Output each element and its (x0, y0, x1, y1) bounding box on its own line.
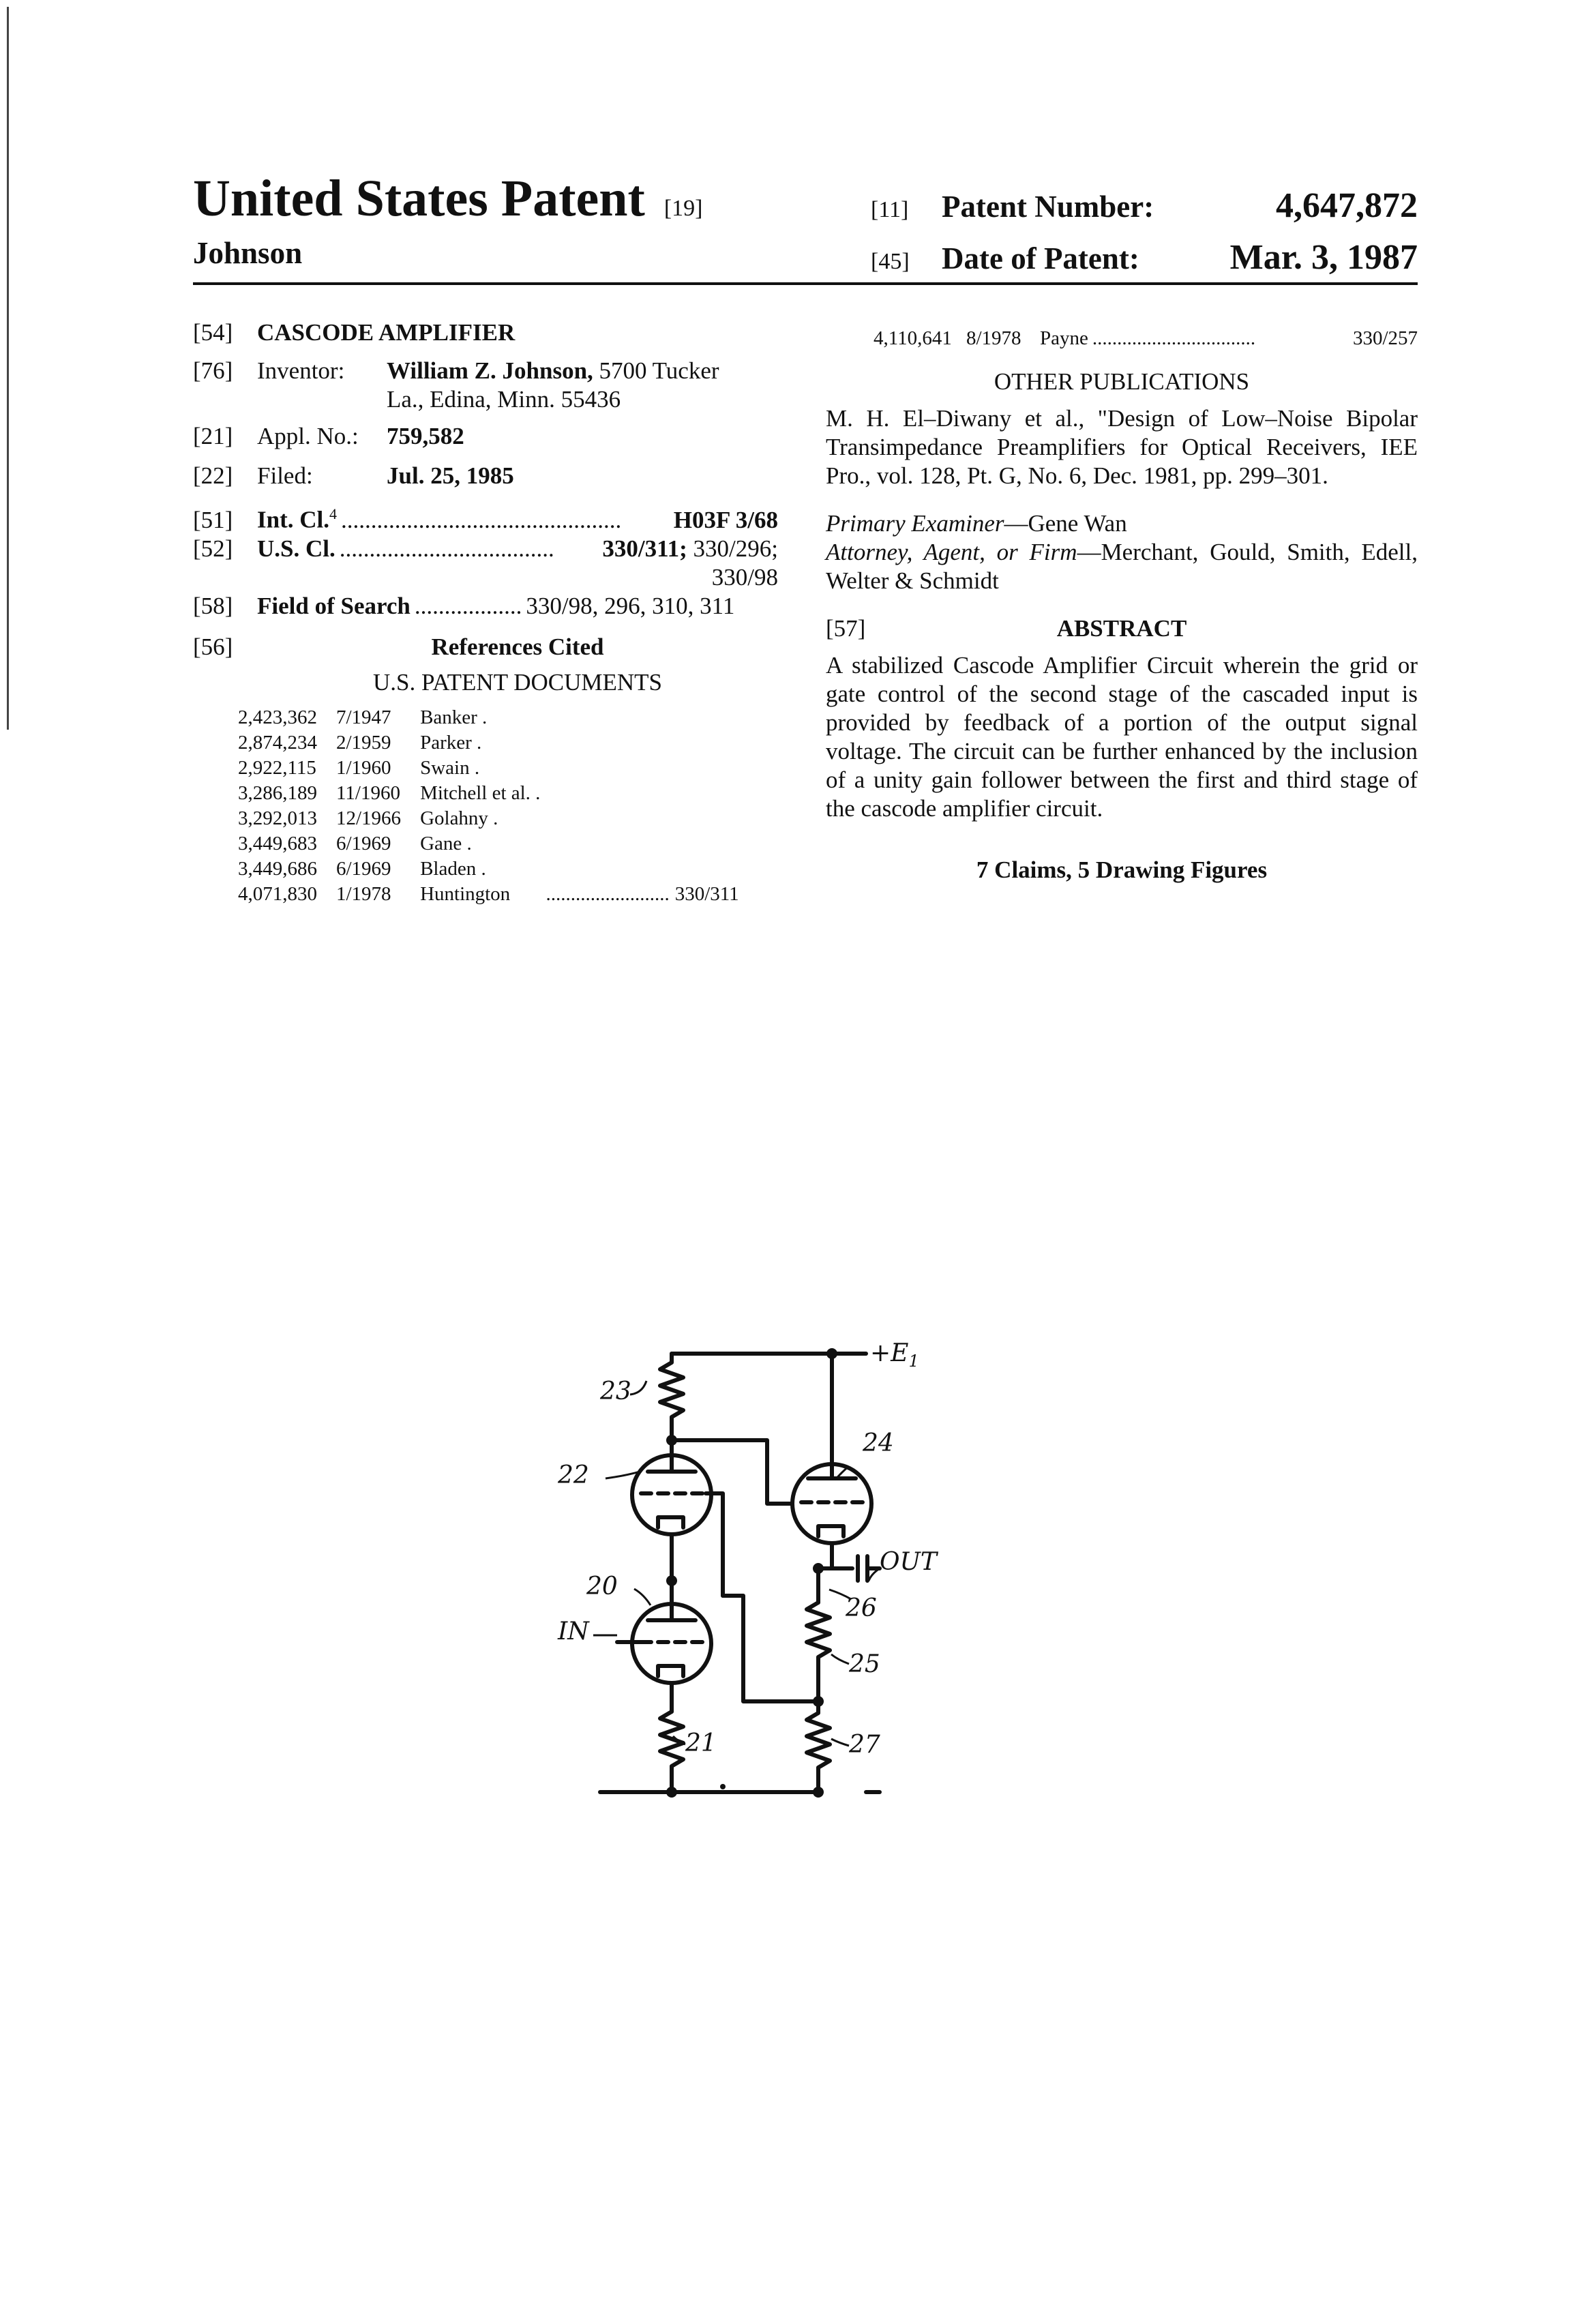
reference-name: Swain . (420, 756, 480, 779)
reference-number: 3,449,686 (238, 857, 317, 880)
other-publications-text: M. H. El–Diwany et al., "Design of Low–Noise Bipolar Transimpedance Preamplifiers for Optical Receivers, IEE Pro., vol. 128, Pt. G, No. 6, Dec. 1981, pp. 299–301. (826, 405, 1418, 489)
reference-name: Gane . (420, 832, 472, 854)
invention-title: CASCODE AMPLIFIER (257, 319, 516, 346)
abstract-heading-row: [57] ABSTRACT (826, 614, 1418, 643)
patent-number: 4,647,872 (1276, 186, 1418, 225)
label-23: 23 (600, 1377, 631, 1405)
reference-number: 4,071,830 (238, 882, 317, 905)
references-cited-field: [56] References Cited (193, 633, 778, 661)
inventor-address: La., Edina, Minn. 55436 (387, 386, 621, 413)
us-cl-value: 330/311; (602, 535, 687, 562)
inventor-name: William Z. Johnson, (387, 357, 593, 384)
label-24: 24 (863, 1429, 894, 1457)
appl-no: 759,582 (387, 423, 464, 449)
output-label: OUT (880, 1548, 937, 1576)
patent-title: United States Patent [19] (193, 170, 703, 227)
label-22: 22 (558, 1461, 589, 1489)
reference-cls: 330/311 (674, 882, 739, 905)
patent-number-row: [11] Patent Number: 4,647,872 (871, 186, 1418, 225)
reference-number: 2,423,362 (238, 706, 317, 728)
patent-number-label: Patent Number: (942, 190, 1154, 224)
inventor-field: [76] Inventor: William Z. Johnson, 5700 Tucker La., Edina, Minn. 55436 (193, 357, 719, 413)
title-code: [19] (663, 196, 703, 221)
us-cl-field: [52] U.S. Cl. .................................... 330/311; 330/296; (193, 535, 778, 562)
input-label: IN (558, 1618, 589, 1645)
field-of-search-field: [58] Field of Search .................. 330/98, 296, 310, 311 (193, 592, 735, 619)
reference-number: 2,922,115 (238, 756, 316, 779)
reference-date: 7/1947 (336, 706, 391, 728)
label-20: 20 (586, 1573, 618, 1600)
inventor-surname: Johnson (193, 236, 303, 270)
reference-date: 12/1966 (336, 807, 402, 829)
label-27: 27 (849, 1731, 880, 1759)
reference-name: Parker . (420, 731, 482, 754)
label-25: 25 (849, 1650, 880, 1678)
supply-label: +E (870, 1339, 909, 1367)
primary-examiner: Primary Examiner—Gene Wan (826, 510, 1127, 537)
abstract-text: A stabilized Cascode Amplifier Circuit wherein the grid or gate control of the second stage of the cascaded input is provided by feedback of a portion of the output signal voltage. The circuit can be further enhanced by the inclusion of a unity gain follower between the first and third stage of the cascode amplifier circuit. (826, 652, 1418, 822)
abstract-heading: ABSTRACT (1056, 615, 1187, 642)
reference-number: 3,449,683 (238, 832, 317, 854)
date-of-patent-label: Date of Patent: (942, 241, 1139, 275)
reference-date: 6/1969 (336, 857, 391, 880)
claims-count: 7 Claims, 5 Drawing Figures (976, 856, 1268, 883)
appl-no-field: [21] Appl. No.: 759,582 (193, 423, 464, 449)
reference-name: Bladen . (420, 857, 486, 880)
int-cl-field: [51] Int. Cl.$^4$ ............................................... H03F 3/68 (193, 505, 778, 533)
reference-name: Golahny . (420, 807, 498, 829)
resistor-25 (807, 1603, 830, 1701)
filed-field: [22] Filed: Jul. 25, 1985 (193, 462, 514, 489)
reference-number: 2,874,234 (238, 731, 317, 754)
field-of-search-value: 330/98, 296, 310, 311 (526, 592, 735, 619)
reference-name: Mitchell et al. . (420, 781, 541, 804)
reference-number: 3,292,013 (238, 807, 317, 829)
ground-label: – (865, 1776, 877, 1804)
svg-text:+E1: $+E_1$ (870, 1339, 919, 1371)
us-patent-documents-heading: U.S. PATENT DOCUMENTS (373, 668, 662, 696)
date-of-patent-row: [45] Date of Patent: Mar. 3, 1987 (871, 238, 1418, 277)
other-publications-heading: OTHER PUBLICATIONS (994, 368, 1250, 395)
us-cl-continued: 330/98 (711, 563, 778, 591)
resistor-21 (660, 1712, 683, 1792)
resistor-27 (807, 1701, 830, 1792)
reference-date: 11/1960 (336, 781, 400, 804)
reference-date: 2/1959 (336, 731, 391, 754)
references-cited-heading: References Cited (431, 633, 604, 660)
date-of-patent: Mar. 3, 1987 (1229, 238, 1418, 277)
label-21: 21 (685, 1729, 717, 1757)
label-26: 26 (846, 1594, 877, 1622)
reference-dots: ......................... (546, 882, 670, 905)
reference-date: 1/1978 (336, 882, 391, 905)
reference-name: Banker . (420, 706, 488, 728)
int-cl-value: H03F 3/68 (673, 506, 778, 533)
reference-name: Huntington (420, 882, 511, 905)
attorney: Attorney, Agent, or Firm—Merchant, Gould, Smith, Edell, Welter & Schmidt (826, 539, 1418, 594)
continued-reference: 4,110,641 8/1978 Payne ................................. 330/257 (874, 327, 1418, 349)
title-field: [54] CASCODE AMPLIFIER (193, 319, 516, 346)
reference-date: 1/1960 (336, 756, 391, 779)
resistor-23 (660, 1354, 683, 1440)
reference-number: 3,286,189 (238, 781, 317, 804)
reference-date: 6/1969 (336, 832, 391, 854)
filed-date: Jul. 25, 1985 (387, 462, 514, 489)
feedback-wire (723, 1596, 818, 1701)
